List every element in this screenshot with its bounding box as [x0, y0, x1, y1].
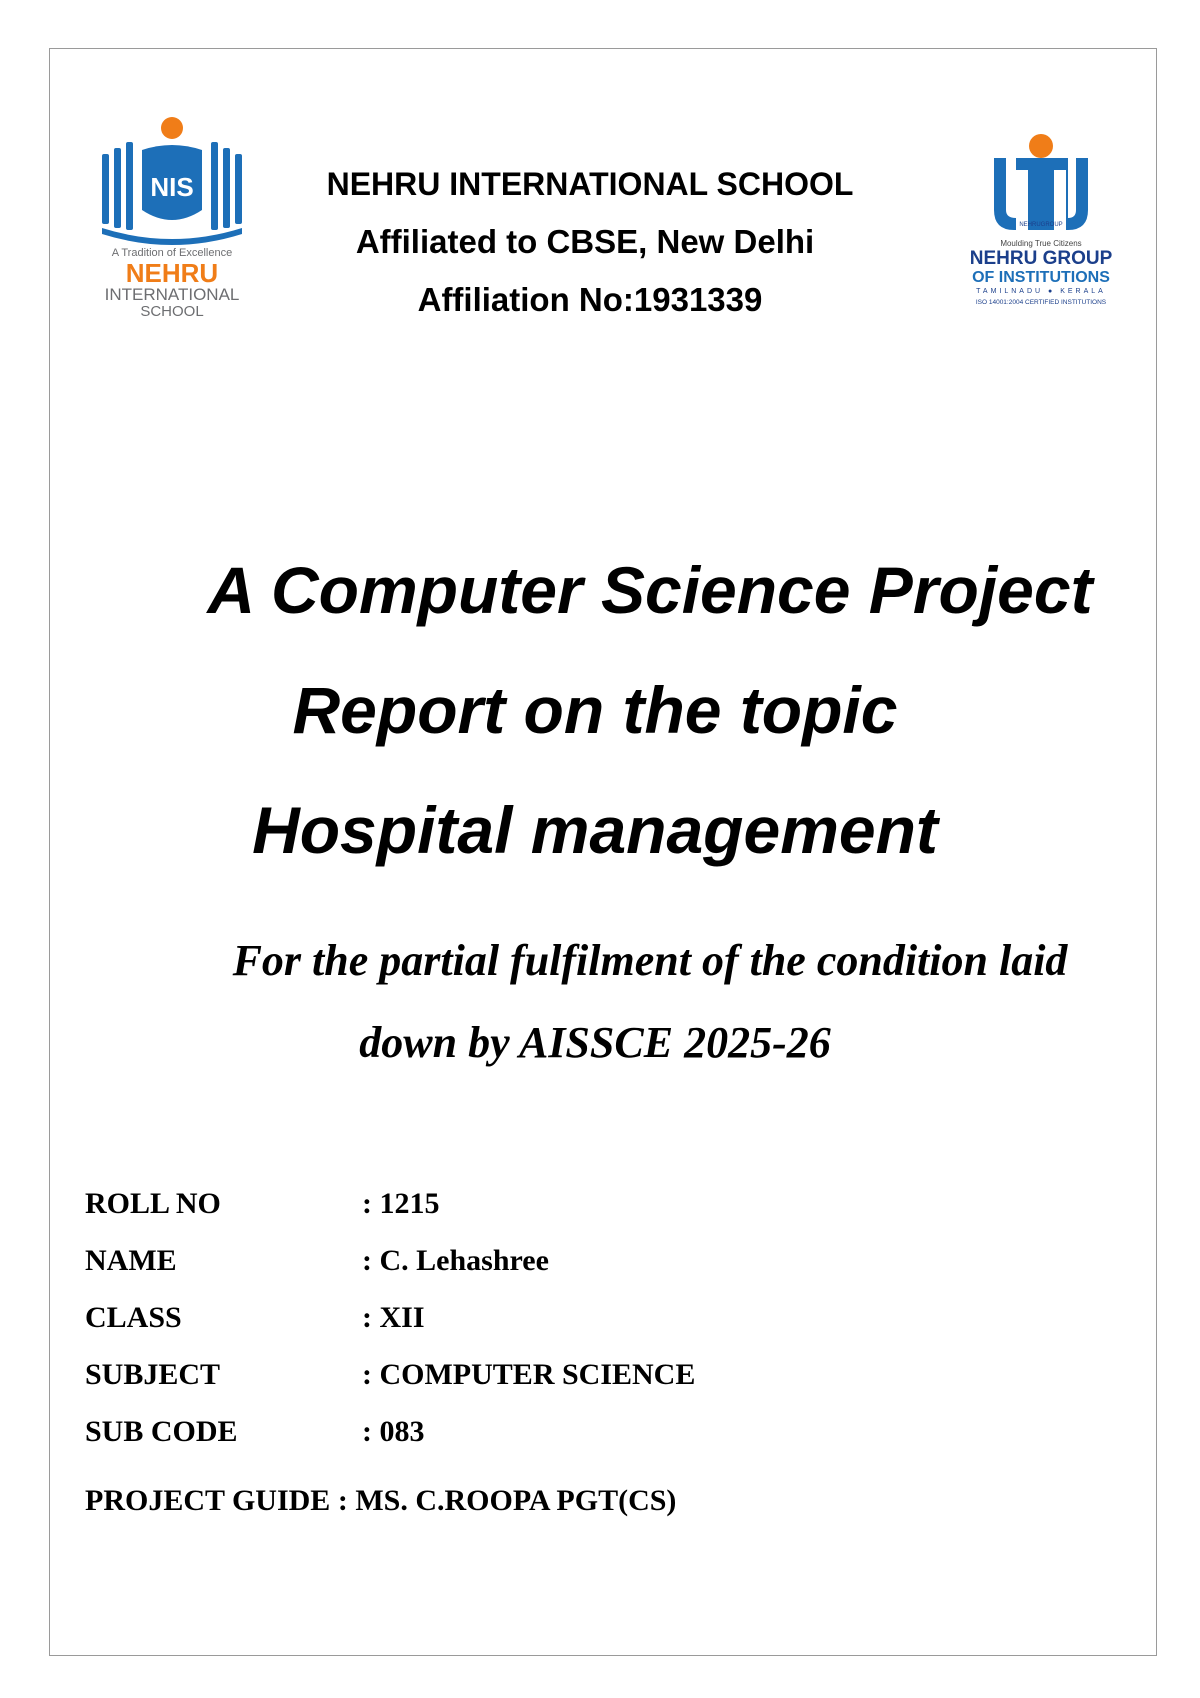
svg-text:ISO 14001:2004 CERTIFIED INSTI: ISO 14001:2004 CERTIFIED INSTITUTIONS [975, 299, 1107, 306]
detail-label: SUBJECT [85, 1357, 221, 1391]
detail-row-sub-code [85, 1403, 695, 1460]
detail-value: : 1215 [362, 1186, 440, 1220]
school-header [270, 155, 910, 329]
svg-text:A Tradition of Excellence: A Tradition of Excellence [111, 247, 233, 259]
detail-value [330, 1484, 676, 1518]
svg-text:NEHRUGROUP: NEHRUGROUP [1019, 222, 1063, 228]
student-details [85, 1175, 695, 1529]
project-title [150, 530, 1130, 890]
detail-value: : 083 [362, 1414, 425, 1448]
detail-value: : XII [362, 1300, 425, 1334]
detail-row-project-guide [85, 1472, 695, 1529]
subtitle-line-1: For the partial fulfilment of the condition laid [232, 936, 1068, 985]
detail-value: : C. Lehashree [362, 1243, 549, 1277]
title-line-1: A Computer Science Project [207, 553, 1093, 627]
detail-row-roll-no [85, 1175, 695, 1232]
detail-label: PROJECT GUIDE [85, 1483, 331, 1517]
title-line-2: Report on the topic [292, 673, 898, 747]
guide-value: : MS. C.ROOPA PGT(CS) [337, 1483, 677, 1517]
nis-logo-icon [72, 110, 272, 320]
detail-row-subject [85, 1346, 695, 1403]
detail-value: : COMPUTER SCIENCE [362, 1357, 696, 1391]
nehru-group-logo-icon [946, 130, 1136, 310]
school-affiliation: Affiliated to CBSE, New Delhi [355, 223, 815, 260]
school-name: NEHRU INTERNATIONAL SCHOOL [326, 166, 854, 202]
svg-text:INTERNATIONAL: INTERNATIONAL [104, 285, 240, 304]
title-line-3: Hospital management [252, 793, 938, 867]
affiliation-number: Affiliation No:1931339 [417, 281, 763, 318]
detail-label: SUB CODE [85, 1414, 238, 1448]
svg-text:SCHOOL: SCHOOL [140, 303, 204, 320]
detail-row-class [85, 1289, 695, 1346]
svg-text:TAMILNADU ● KERALA: TAMILNADU ● KERALA [976, 288, 1106, 295]
svg-text:NEHRU GROUP: NEHRU GROUP [969, 248, 1113, 269]
svg-text:Moulding True Citizens: Moulding True Citizens [1000, 239, 1082, 248]
svg-text:NEHRU: NEHRU [125, 258, 219, 288]
detail-label: ROLL NO [85, 1186, 221, 1220]
svg-text:NIS: NIS [150, 172, 194, 202]
detail-row-name [85, 1232, 695, 1289]
project-subtitle [150, 920, 1130, 1084]
detail-label: NAME [85, 1243, 177, 1277]
subtitle-line-2: down by AISSCE 2025-26 [359, 1018, 831, 1067]
detail-label: CLASS [85, 1300, 182, 1334]
svg-text:OF INSTITUTIONS: OF INSTITUTIONS [972, 269, 1110, 286]
